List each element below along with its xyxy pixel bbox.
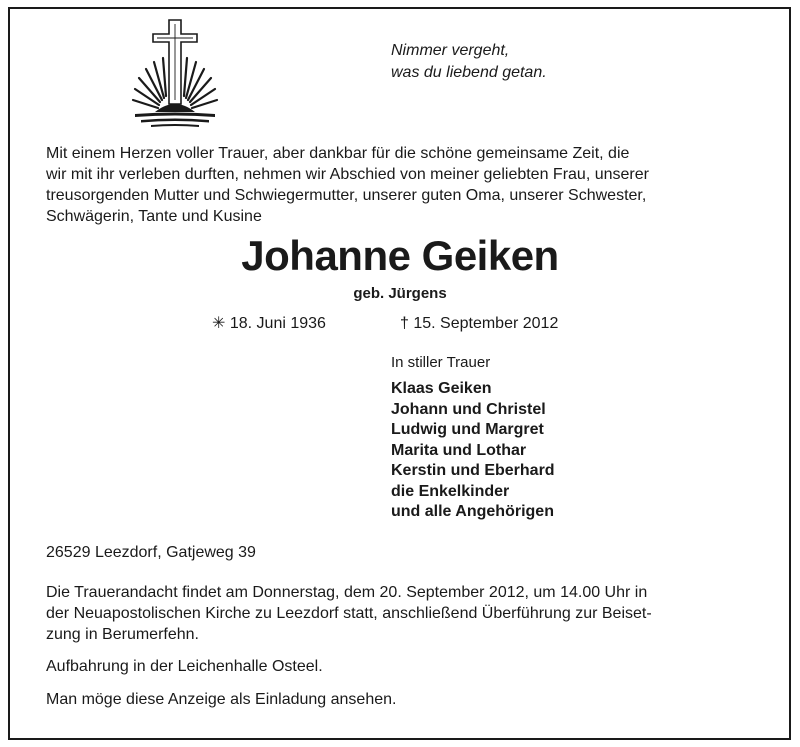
mourner-name: Johann und Christel: [391, 400, 546, 418]
mourner-name: Klaas Geiken: [391, 380, 492, 397]
mourners-list: [391, 379, 555, 523]
intro-line: Schwägerin, Tante und Kusine: [46, 208, 262, 225]
service-line: der Neuapostolischen Kirche zu Leezdorf statt, anschließend Überführung zur Beiset-: [46, 605, 652, 622]
mourner-name: und alle Angehörigen: [391, 503, 554, 520]
cross-sunrise-graphic: [125, 18, 225, 130]
intro-line: wir mit ihr verleben durften, nehmen wir Abschied von meiner geliebten Frau, unserer: [46, 166, 649, 183]
invitation-note: Man möge diese Anzeige als Einladung ansehen.: [46, 691, 397, 708]
death-date: † 15. September 2012: [400, 315, 559, 332]
quote: [391, 40, 547, 84]
mourner-name: Marita und Lothar: [391, 441, 527, 459]
deceased-name: Johanne Geiken: [241, 232, 559, 279]
cross-sunrise-icon: [125, 18, 225, 130]
birth-date: ✳ 18. Juni 1936: [212, 315, 326, 332]
quote-line: was du liebend getan.: [391, 64, 547, 81]
mourner-name: Ludwig und Margret: [391, 421, 544, 438]
intro-text: [46, 143, 766, 227]
service-line: Die Trauerandacht findet am Donnerstag, dem 20. September 2012, um 14.00 Uhr in: [46, 584, 648, 601]
intro-line: treusorgenden Mutter und Schwiegermutter, unserer guten Oma, unserer Schwester,: [46, 187, 647, 204]
intro-line: Mit einem Herzen voller Trauer, aber dankbar für die schöne gemeinsame Zeit, die: [46, 145, 630, 162]
laying-out-info: Aufbahrung in der Leichenhalle Osteel.: [46, 658, 323, 675]
address: 26529 Leezdorf, Gatjeweg 39: [46, 544, 256, 561]
mourner-name: Kerstin und Eberhard: [391, 462, 555, 479]
service-line: zung in Berumerfehn.: [46, 626, 199, 643]
birth-name: geb. Jürgens: [353, 285, 447, 302]
quote-line: Nimmer vergeht,: [391, 42, 510, 59]
mourning-heading: In stiller Trauer: [391, 354, 491, 371]
service-info: [46, 582, 652, 645]
mourner-name: die Enkelkinder: [391, 482, 510, 500]
